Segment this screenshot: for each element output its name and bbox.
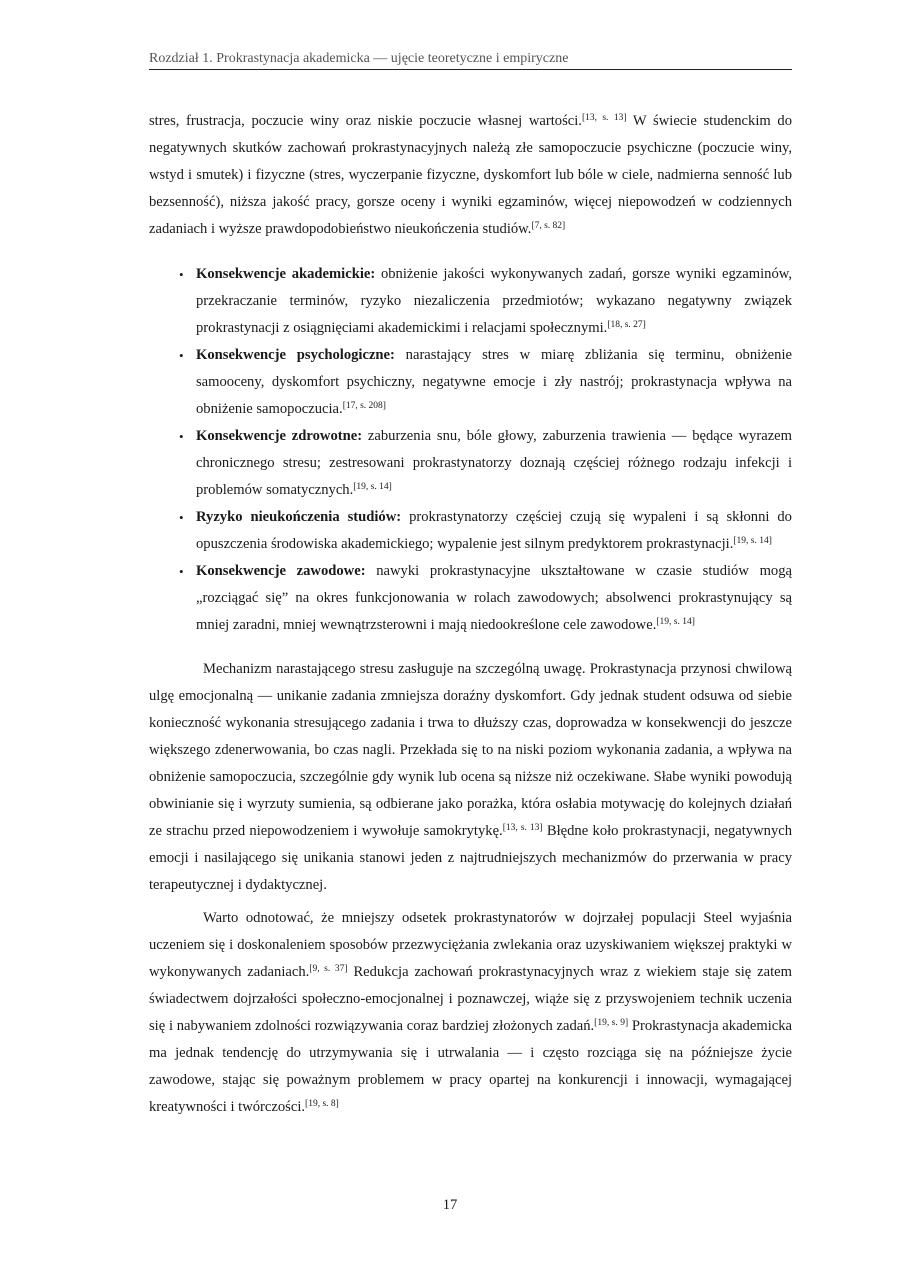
bullet-icon: •	[179, 348, 184, 363]
list-item-professional	[149, 558, 792, 639]
paragraph-text: Prokrastynacja akademicka ma jednak tendencję do utrzymywania się i utrwalania — i często rozciąga się na późniejsze życie zawodowe, stając się poważnym problemem w pracy opartej na konkurencji i innowacji, wymagającej kreatywności i twórczości.	[149, 1018, 792, 1115]
list-item-text: obniżenie jakości wykonywanych zadań, gorsze wyniki egzaminów, przekraczanie terminów, ryzyko niezaliczenia przedmiotów; wykazano negatywny związek prokrastynacji z osiągnięciami akademickimi i relacjami społecznymi.	[196, 266, 792, 336]
running-header: Rozdział 1. Prokrastynacja akademicka — ujęcie teoretyczne i empiryczne	[149, 51, 569, 66]
citation: [19, s. 14]	[656, 617, 695, 627]
list-item-text: nawyki prokrastynacyjne ukształtowane w czasie studiów mogą „rozciągać się” na okres funkcjonowania w rolach zawodowych; absolwenci prokrastynujący są mniej zaradni, mniej wewnątrzsterowni i mają niedookreślone cele zawodowe.	[196, 563, 792, 633]
paragraph-maturity	[149, 905, 792, 1121]
citation: [18, s. 27]	[607, 320, 646, 330]
page-body	[149, 108, 792, 1121]
list-item-text: prokrastynatorzy częściej czują się wypaleni i są skłonni do opuszczenia środowiska akademickiego; wypalenie jest silnym predyktorem prokrastynacji.	[196, 509, 792, 552]
paragraph-stress-mechanism	[149, 656, 792, 899]
list-item-dropout-risk	[149, 504, 792, 558]
citation: [19, s. 9]	[594, 1018, 629, 1028]
list-item-health	[149, 423, 792, 504]
paragraph-text: Mechanizm narastającego stresu zasługuje na szczególną uwagę. Prokrastynacja przynosi chwilową ulgę emocjonalną — unikanie zadania zmniejsza doraźny dyskomfort. Gdy jednak student odsuwa od siebie konieczność wykonania stresującego zadania i trwa to dłuższy czas, doprowadza w konsekwencji do jeszcze większego zdenerwowania, bo czas nagli. Przekłada się to na niski poziom wykonania zadania, a wpływa na obniżenie samopoczucia, szczególnie gdy wynik lub ocena są niższe niż oczekiwane. Słabe wyniki powodują obwinianie się i wyrzuty sumienia, są odbierane jako porażka, która osłabia motywację do kolejnych działań ze strachu przed niepowodzeniem i wywołuje samokrytykę.	[149, 661, 792, 839]
citation: [13, s. 13]	[502, 823, 543, 833]
bullet-icon: •	[179, 429, 184, 444]
list-item-text: narastający stres w miarę zbliżania się terminu, obniżenie samooceny, dyskomfort psychiczny, negatywne emocje i zły nastrój; prokrastynacja wpływa na obniżenie samopoczucia.	[196, 347, 792, 417]
citation: [19, s. 8]	[305, 1099, 339, 1109]
citation: [13, s. 13]	[581, 113, 627, 123]
list-item-term: Konsekwencje psychologiczne:	[196, 347, 395, 363]
list-item-term: Konsekwencje zawodowe:	[196, 563, 366, 579]
header-rule	[149, 69, 792, 70]
citation: [19, s. 14]	[733, 536, 772, 546]
list-item-term: Ryzyko nieukończenia studiów:	[196, 509, 402, 525]
paragraph-text: Redukcja zachowań prokrastynacyjnych wraz z wiekiem staje się zatem świadectwem dojrzałości społeczno-emocjonalnej i poznawczej, wiąże się z przyswojeniem technik uczenia się i nabywaniem zdolności rozwiązywania coraz bardziej złożonych zadań.	[149, 964, 792, 1034]
paragraph-consequences-intro	[149, 108, 792, 243]
citation: [7, s. 82]	[531, 221, 566, 231]
paragraph-text: stres, frustracja, poczucie winy oraz niskie poczucie własnej wartości.	[149, 113, 582, 129]
citation: [17, s. 208]	[342, 401, 386, 411]
list-item-term: Konsekwencje akademickie:	[196, 266, 376, 282]
paragraph-text: Warto odnotować, że mniejszy odsetek prokrastynatorów w dojrzałej populacji Steel wyjaśnia uczeniem się i doskonaleniem sposobów przezwyciężania zwlekania oraz uzyskiwaniem większej praktyki w wykonywanych zadaniach.	[149, 910, 792, 980]
paragraph-text: W świecie studenckim do negatywnych skutków zachowań prokrastynacyjnych należą złe samopoczucie psychiczne (poczucie winy, wstyd i smutek) i fizyczne (stres, wyczerpanie fizyczne, dyskomfort lub bóle w ciele, nadmierna senność lub bezsenność), niższa jakość pracy, gorsze oceny i wyniki egzaminów, więcej niepowodzeń w codziennych zadaniach i wyższe prawdopodobieństwo nieukończenia studiów.	[149, 113, 792, 237]
list-item-academic	[149, 261, 792, 342]
consequences-list	[149, 261, 792, 639]
bullet-icon: •	[179, 267, 184, 282]
paragraph-text: Błędne koło prokrastynacji, negatywnych emocji i nasilającego się unikania stanowi jeden z najtrudniejszych mechanizmów do przerwania w pracy terapeutycznej i dydaktycznej.	[149, 823, 793, 893]
page-number: 17	[442, 1197, 458, 1213]
list-item-psychological	[149, 342, 792, 423]
citation: [9, s. 37]	[309, 964, 348, 974]
list-item-text: zaburzenia snu, bóle głowy, zaburzenia trawienia — będące wyrazem chronicznego stresu; zestresowani prokrastynatorzy doznają częściej różnego rodzaju infekcji i problemów somatycznych.	[196, 428, 793, 498]
list-item-term: Konsekwencje zdrowotne:	[196, 428, 363, 444]
bullet-icon: •	[179, 510, 184, 525]
citation: [19, s. 14]	[353, 482, 392, 492]
bullet-icon: •	[179, 564, 184, 579]
